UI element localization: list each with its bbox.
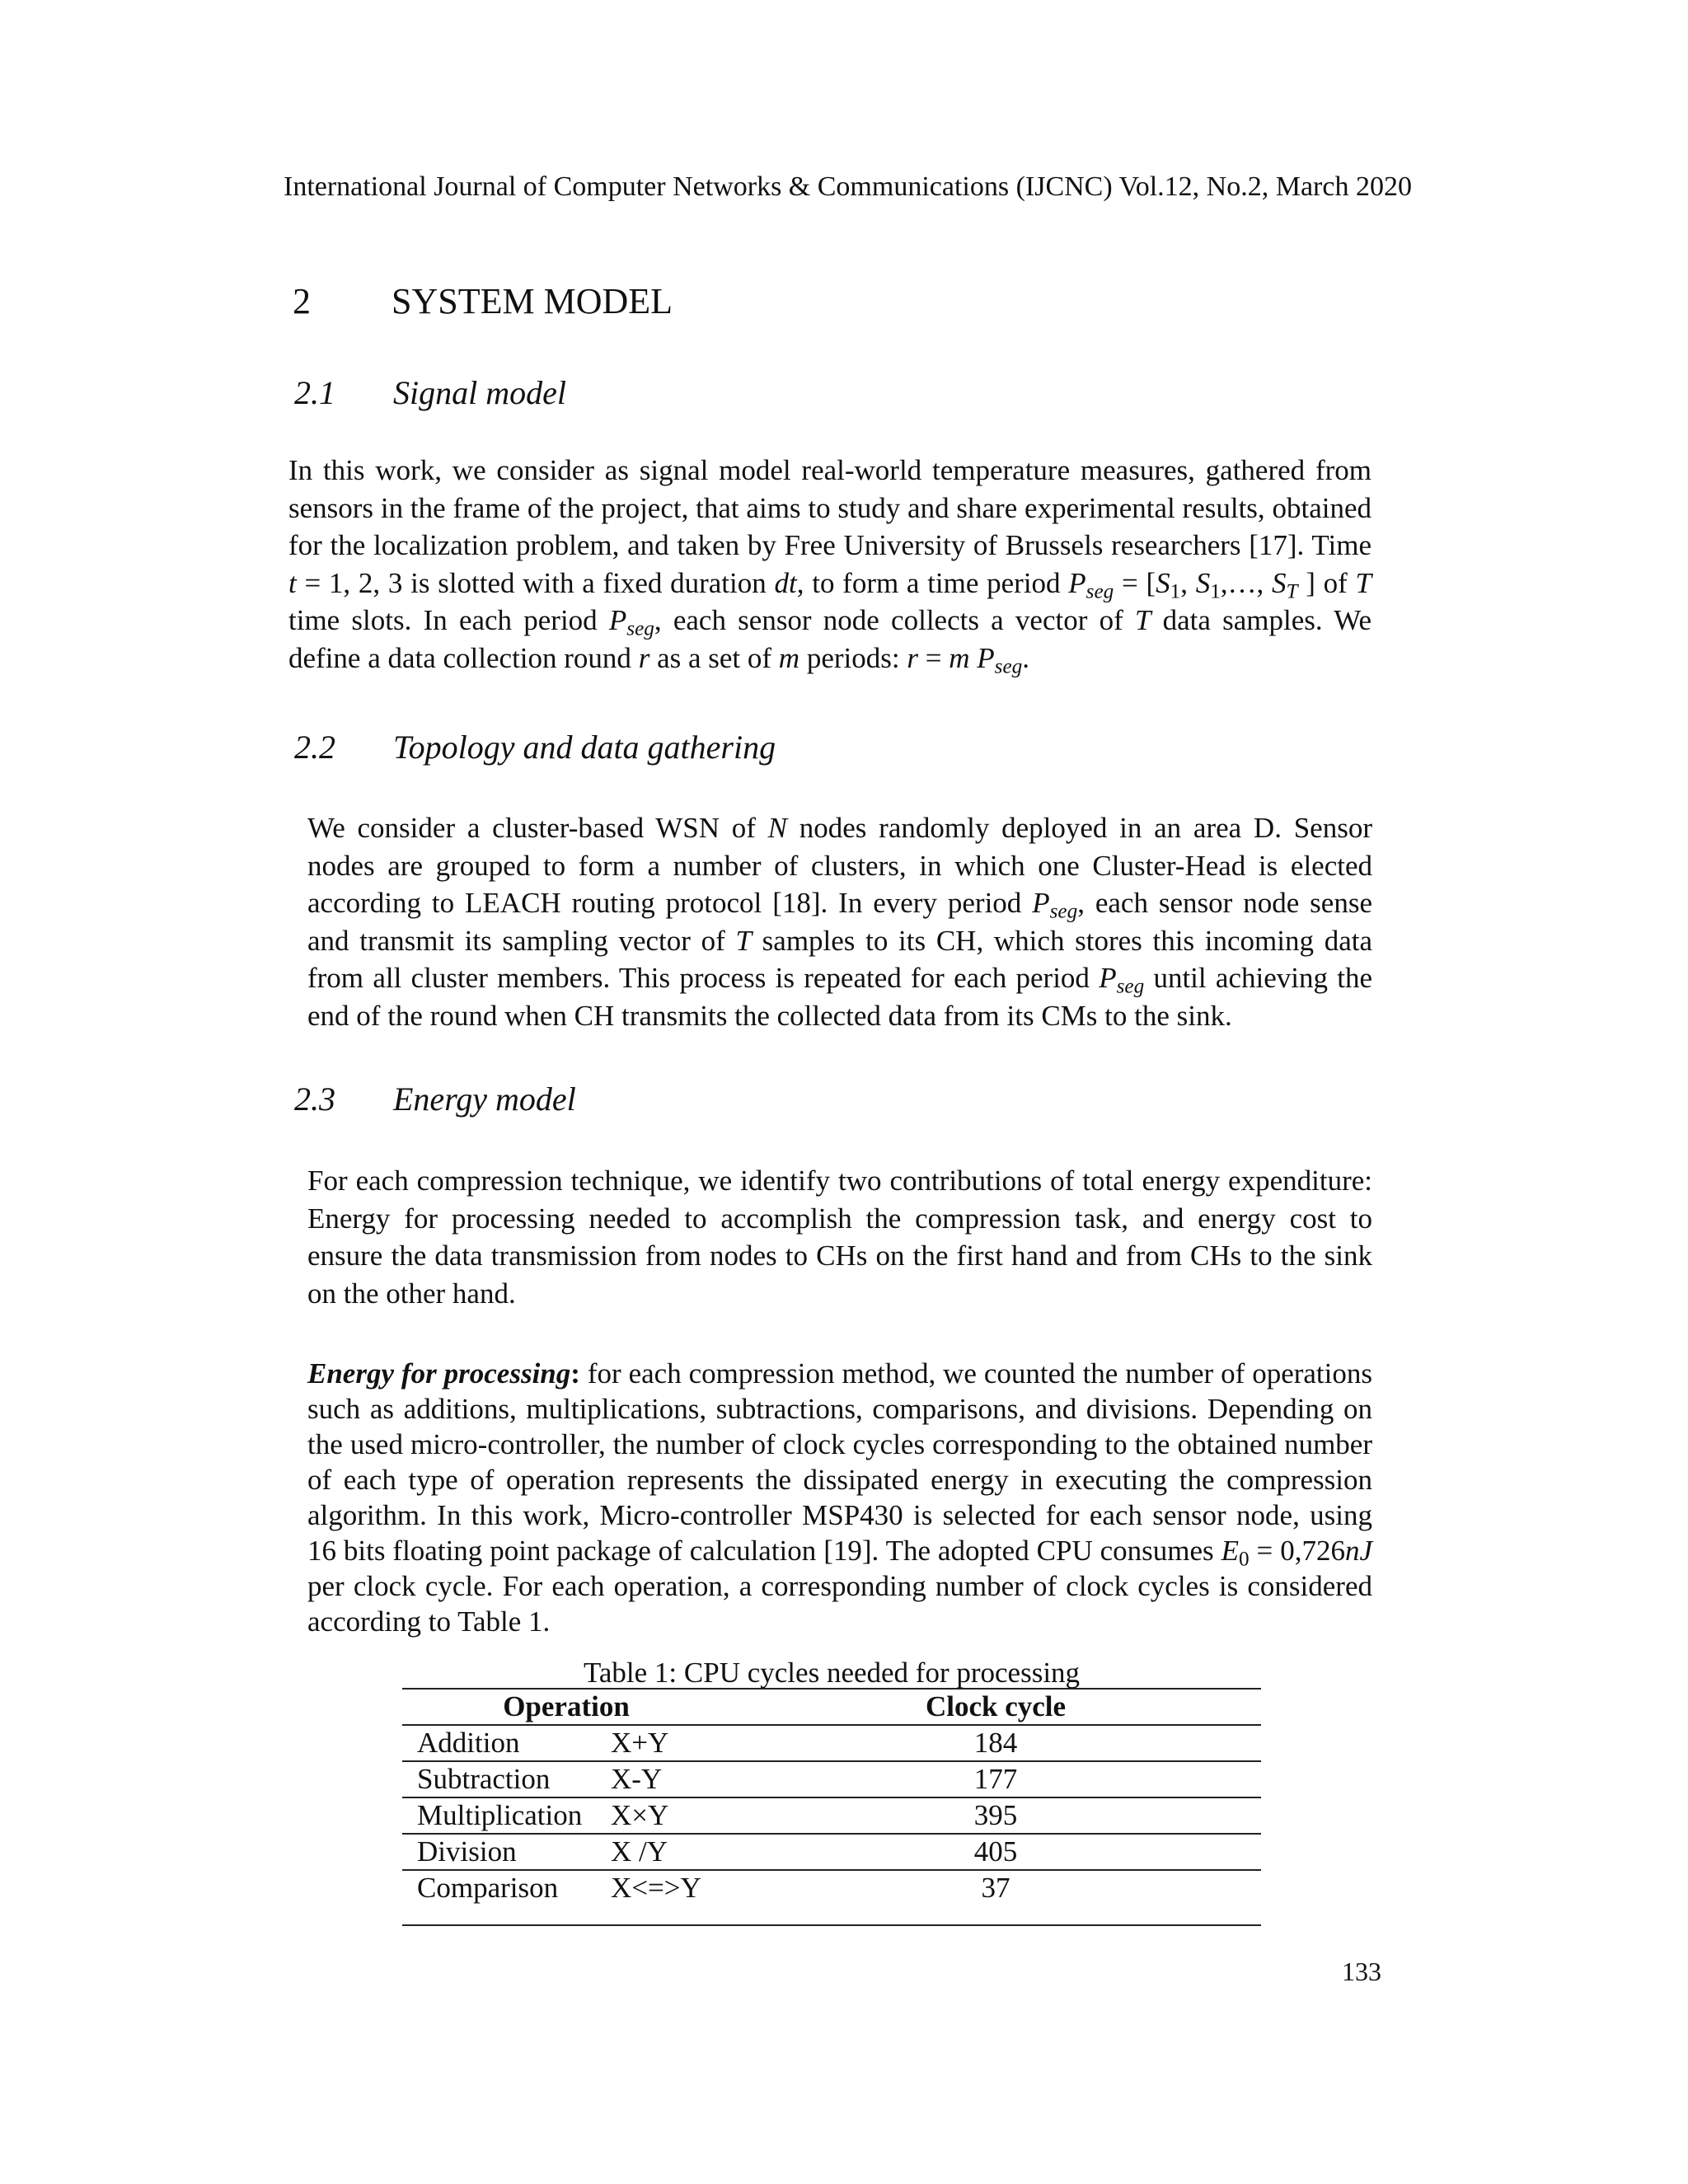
- clock-cycle-value: 37: [981, 1872, 1010, 1904]
- subsection-heading-2-3: [294, 1080, 576, 1118]
- subsection-title: Energy model: [393, 1080, 576, 1118]
- operation-name: Multiplication: [417, 1799, 583, 1831]
- operation-name: Comparison: [417, 1872, 559, 1904]
- cpu-cycles-table: [402, 1688, 1261, 1905]
- operation-name: Subtraction: [417, 1763, 551, 1795]
- operation-expression: X+Y: [611, 1727, 669, 1759]
- table-header-row: [402, 1689, 1261, 1725]
- section-heading: [293, 280, 673, 322]
- operation-expression: X-Y: [611, 1763, 663, 1795]
- subsection-number: 2.1: [294, 374, 335, 411]
- header-operation: Operation: [503, 1690, 630, 1722]
- operation-expression: X /Y: [611, 1835, 668, 1868]
- operation-name: Addition: [417, 1727, 520, 1759]
- operation-name: Division: [417, 1835, 517, 1868]
- table-bottom-rule: [402, 1924, 1261, 1926]
- table-caption: Table 1: CPU cycles needed for processing: [583, 1657, 1081, 1689]
- paragraph-energy-processing: Energy for processing: for each compression method, we counted the number of operations such as additions, multiplications, subtractions, comparisons, and divisions. Depending on the used micro-controller, the number of clock cycles corresponding to the obtained number of each type of operation represents the dissipated energy in executing the compression algorithm. In this work, Micro-controller MSP430 is selected for each sensor node, using 16 bits floating point package of calculation [19]. The adopted CPU consumes $E_0 = 0,726nJ$ per clock cycle. For each operation, a corresponding number of clock cycles is considered according to Table 1.: [307, 1357, 1372, 1638]
- operation-expression: X×Y: [611, 1799, 669, 1831]
- subsection-number: 2.3: [294, 1080, 335, 1118]
- table-row: [402, 1834, 1261, 1870]
- paragraph-topology: We consider a cluster-based WSN of N nodes randomly deployed in an area D. Sensor nodes are grouped to form a number of clusters, in which one Cluster-Head is elected according to LEACH routing protocol [18]. In every period $P_{seg}$, each sensor node sense and transmit its sampling vector of T samples to its CH, which stores this incoming data from all cluster members. This process is repeated for each period $P_{seg}$ until achieving the end of the round when CH transmits the collected data from its CMs to the sink.: [307, 812, 1372, 1032]
- clock-cycle-value: 395: [973, 1799, 1018, 1831]
- clock-cycle-value: 184: [973, 1727, 1018, 1759]
- subsection-heading-2-1: [294, 373, 566, 412]
- header-clock-cycle: Clock cycle: [925, 1690, 1067, 1722]
- clock-cycle-value: 177: [973, 1763, 1018, 1795]
- subsection-heading-2-2: [294, 728, 776, 766]
- operation-expression: X<=>Y: [611, 1872, 701, 1904]
- clock-cycle-value: 405: [973, 1835, 1018, 1868]
- paragraph-energy-model: For each compression technique, we identify two contributions of total energy expenditure: Energy for processing needed to accomplish the compression task, and energy cost to ensure the data transmission from nodes to CHs on the first hand and from CHs to the sink on the other hand.: [307, 1165, 1372, 1310]
- table-row: [402, 1725, 1261, 1761]
- section-title: SYSTEM MODEL: [392, 281, 673, 321]
- paragraph-signal-model: In this work, we consider as signal model real-world temperature measures, gathered from sensors in the frame of the project, that aims to study and share experimental results, obtained for the localization problem, and taken by Free University of Brussels researchers [17]. Time t = 1, 2, 3 is slotted with a fixed duration dt, to form a time period $P_{seg} = [S_1$, $S_1,\dots$, $S_T$ ] of T time slots. In each period $P_{seg}$, each sensor node collects a vector of T data samples. We define a data collection round r as a set of m periods: r = m $P_{seg}$.: [288, 454, 1372, 677]
- journal-header: International Journal of Computer Networks & Communications (IJCNC) Vol.12, No.2, March 2020: [284, 171, 1412, 202]
- subsection-title: Signal model: [393, 374, 566, 411]
- page-number: 133: [1342, 1957, 1381, 1986]
- table-row: [402, 1797, 1261, 1834]
- table-row: [402, 1761, 1261, 1797]
- subsection-title: Topology and data gathering: [393, 729, 776, 766]
- subsection-number: 2.2: [294, 729, 335, 766]
- section-number: 2: [293, 281, 311, 321]
- table-row: [402, 1870, 1261, 1905]
